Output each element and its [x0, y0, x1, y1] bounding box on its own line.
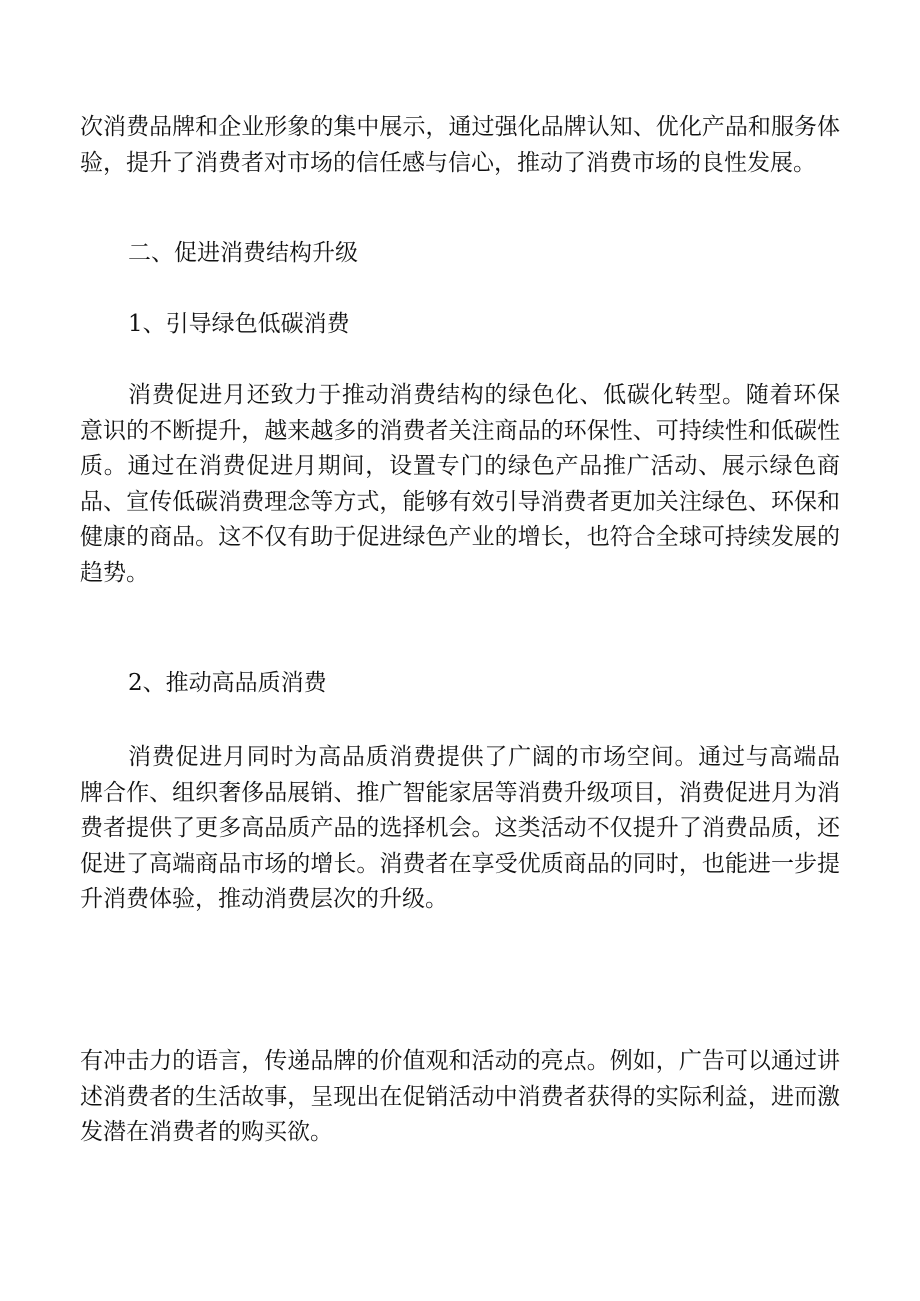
green-consumption-paragraph: 消费促进月还致力于推动消费结构的绿色化、低碳化转型。随着环保意识的不断提升，越来越多的消费者关注商品的环保性、可持续性和低碳性质。通过在消费促进月期间，设置专门的绿色产品推广活动、展示绿色商品、宣传低碳消费理念等方式，能够有效引导消费者更加关注绿色、环保和健康的商品。这不仅有助于促进绿色产业的增长，也符合全球可持续发展的趋势。 — [80, 382, 840, 586]
section-heading: 二、促进消费结构升级 — [128, 240, 358, 266]
closing-paragraph: 有冲击力的语言，传递品牌的价值观和活动的亮点。例如，广告可以通过讲述消费者的生活故事，呈现出在促销活动中消费者获得的实际利益，进而激发潜在消费者的购买欲。 — [80, 1048, 840, 1145]
high-quality-consumption-paragraph: 消费促进月同时为高品质消费提供了广阔的市场空间。通过与高端品牌合作、组织奢侈品展销、推广智能家居等消费升级项目，消费促进月为消费者提供了更多高品质产品的选择机会。这类活动不仅提升了消费品质，还促进了高端商品市场的增长。消费者在享受优质商品的同时，也能进一步提升消费体验，推动消费层次的升级。 — [80, 744, 840, 912]
subsection-heading-high-quality-consumption: 2、推动高品质消费 — [128, 670, 327, 696]
intro-paragraph: 次消费品牌和企业形象的集中展示，通过强化品牌认知、优化产品和服务体验，提升了消费者对市场的信任感与信心，推动了消费市场的良性发展。 — [80, 114, 840, 176]
subsection-heading-green-consumption: 1、引导绿色低碳消费 — [128, 311, 350, 337]
